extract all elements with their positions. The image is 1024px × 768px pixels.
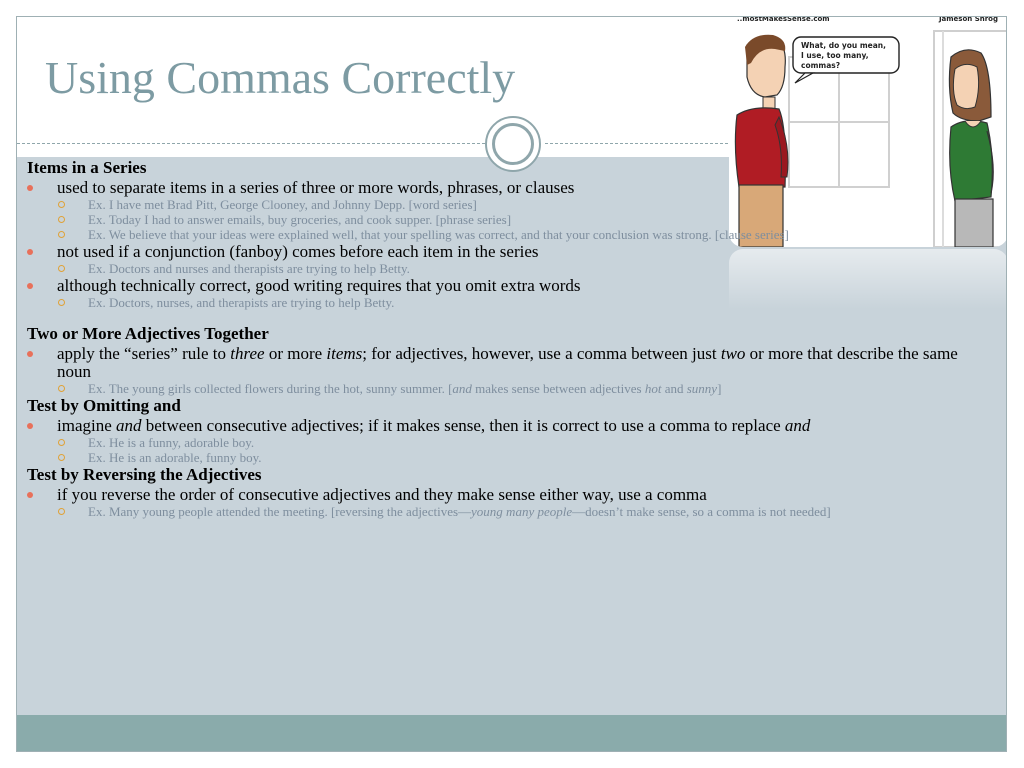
example-text: Ex. He is an adorable, funny boy. [88,450,262,465]
circle-bullet-icon [58,201,65,208]
section-heading: Test by Reversing the Adjectives [27,465,262,484]
bullet-dot-icon [27,249,33,255]
example-item [27,382,977,396]
example-item [27,436,977,450]
speech-line-2: I use, too many, [801,51,869,60]
slide-title: Using Commas Correctly [45,52,516,103]
bullet-item [27,486,977,504]
section-heading: Items in a Series [27,158,147,177]
footer-bar [17,715,1006,752]
circle-bullet-icon [58,385,65,392]
bullet-text: imagine and between consecutive adjectives; if it makes sense, then it is correct to use a comma to replace and [57,416,811,435]
speech-line-3: commas? [801,61,841,70]
example-text: Ex. Many young people attended the meeting. [reversing the adjectives—young many people—doesn’t make sense, so a comma is not needed] [88,504,831,519]
bullet-text: if you reverse the order of consecutive adjectives and they make sense either way, use a comma [57,485,707,504]
circle-bullet-icon [58,454,65,461]
comic-author-label: Jameson Shrog [938,17,998,23]
bullet-dot-icon [27,283,33,289]
bullet-item [27,179,977,197]
circle-bullet-icon [58,439,65,446]
bullet-text: although technically correct, good writing requires that you omit extra words [57,276,581,295]
title-divider-left [17,143,485,144]
example-text: Ex. We believe that your ideas were explained well, that your spelling was correct, and that your conclusion was strong. [clause series] [88,227,789,242]
comic-site-label: ..mostMakesSense.com [737,17,830,23]
example-item [27,228,977,242]
example-text: Ex. Today I had to answer emails, buy groceries, and cook supper. [phrase series] [88,212,512,227]
example-text: Ex. The young girls collected flowers during the hot, sunny summer. [and makes sense between adjectives hot and sunny] [88,381,722,396]
example-text: Ex. Doctors, nurses, and therapists are trying to help Betty. [88,295,395,310]
bullet-item [27,417,977,435]
circle-bullet-icon [58,299,65,306]
section-heading: Two or More Adjectives Together [27,324,269,343]
circle-bullet-icon [58,216,65,223]
bullet-dot-icon [27,351,33,357]
example-text: Ex. Doctors and nurses and therapists are trying to help Betty. [88,261,410,276]
bullet-dot-icon [27,423,33,429]
circle-bullet-icon [58,231,65,238]
speech-line-1: What, do you mean, [801,41,886,50]
example-text: Ex. He is a funny, adorable boy. [88,435,255,450]
bullet-item [27,277,977,295]
example-item [27,296,977,310]
example-text: Ex. I have met Brad Pitt, George Clooney, and Johnny Depp. [word series] [88,197,477,212]
example-item [27,262,977,276]
circle-bullet-icon [58,508,65,515]
bullet-item [27,345,977,381]
bullet-dot-icon [27,492,33,498]
bullet-text: used to separate items in a series of three or more words, phrases, or clauses [57,178,575,197]
bullet-dot-icon [27,185,33,191]
bullet-item [27,243,977,261]
example-item [27,213,977,227]
bullet-text: not used if a conjunction (fanboy) comes before each item in the series [57,242,539,261]
circle-bullet-icon [58,265,65,272]
slide-content [27,158,977,519]
example-item [27,198,977,212]
example-item [27,451,977,465]
example-item [27,505,977,519]
bullet-text: apply the “series” rule to three or more items; for adjectives, however, use a comma between just two or more that describe the same noun [57,344,958,381]
section-heading: Test by Omitting and [27,396,181,415]
